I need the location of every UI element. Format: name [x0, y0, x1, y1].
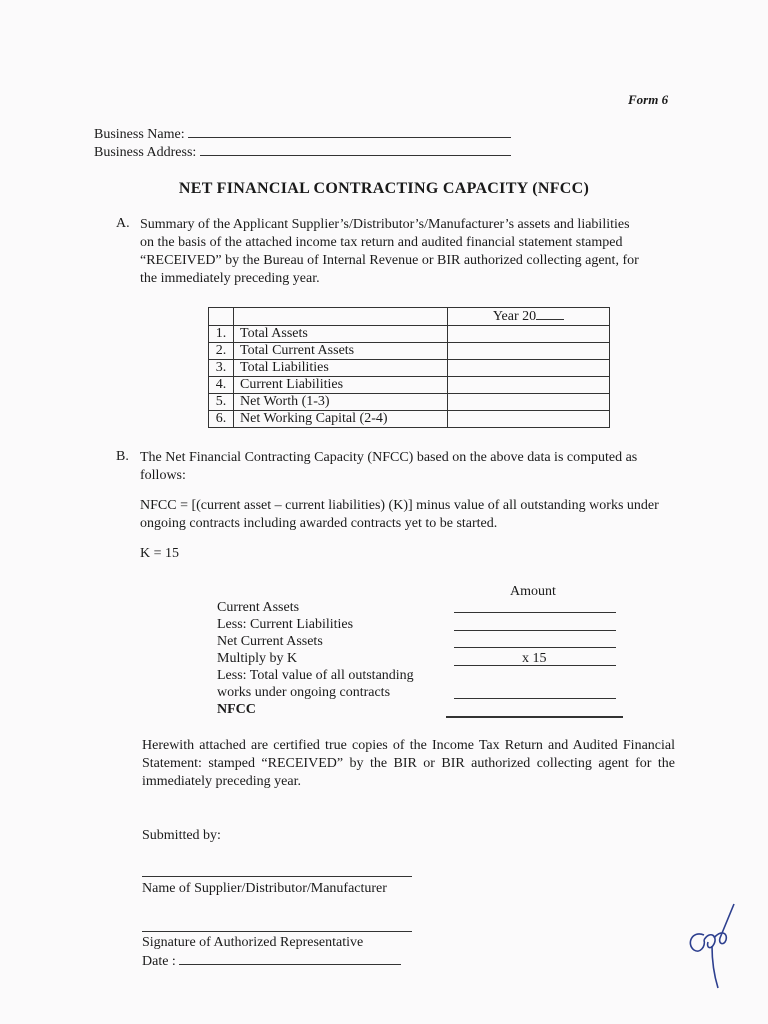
business-address-field[interactable]: [200, 143, 511, 156]
form-number: Form 6: [628, 92, 669, 107]
table-header-year[interactable]: [448, 308, 610, 326]
business-address-label: Business Address:: [94, 145, 197, 160]
calc-nfcc: NFCC: [217, 702, 256, 717]
calc-net-current-assets: Net Current Assets: [217, 634, 323, 649]
k-value: K = 15: [140, 546, 180, 561]
amount-net-current-assets-field[interactable]: [454, 647, 616, 648]
year-suffix-field[interactable]: [536, 308, 564, 320]
amount-nfcc-field[interactable]: [446, 716, 623, 718]
section-a-letter: A.: [116, 216, 130, 231]
row-number: 3.: [209, 360, 234, 377]
row-value-cell[interactable]: [448, 326, 610, 343]
date-field[interactable]: [179, 952, 401, 965]
nfcc-formula: NFCC = [(current asset – current liabilities) (K)] minus value of all outstanding works under ongoing contracts including awarded contracts yet to be started.: [140, 498, 659, 531]
year-header-text: Year 20: [492, 309, 537, 324]
row-value-cell[interactable]: [448, 377, 610, 394]
business-name-field[interactable]: [188, 125, 511, 138]
date-row: [142, 952, 401, 970]
table-header-label: [234, 308, 448, 326]
calc-ongoing-contracts: works under ongoing contracts: [217, 685, 391, 700]
row-label: Total Liabilities: [234, 360, 448, 377]
supplier-name-caption: Name of Supplier/Distributor/Manufacturer: [142, 881, 387, 896]
row-label: Total Current Assets: [234, 343, 448, 360]
handwritten-initials-icon: [684, 900, 744, 992]
row-label: Current Liabilities: [234, 377, 448, 394]
calc-multiply-by-k: Multiply by K: [217, 651, 298, 666]
row-value-cell[interactable]: [448, 411, 610, 428]
row-label: Net Worth (1-3): [234, 394, 448, 411]
amount-current-assets-field[interactable]: [454, 612, 616, 613]
row-label: Total Assets: [234, 326, 448, 343]
row-value-cell[interactable]: [448, 360, 610, 377]
table-header-row: [209, 308, 610, 326]
section-b-text: The Net Financial Contracting Capacity (NFCC) based on the above data is computed as follows:: [140, 450, 638, 483]
row-number: 2.: [209, 343, 234, 360]
amount-outstanding-field[interactable]: [454, 698, 616, 699]
table-row: [209, 411, 610, 428]
business-name-row: [94, 125, 511, 143]
table-row: [209, 394, 610, 411]
date-label: Date :: [142, 954, 176, 969]
section-a-text: Summary of the Applicant Supplier’s/Distributor’s/Manufacturer’s assets and liabilities on the basis of the attached income tax return and audited financial statement stamped “RECEIVED” by the Bureau of Internal Revenue or BIR authorized collecting agent, for the immediately preceding year.: [140, 217, 639, 286]
table-header-num: [209, 308, 234, 326]
amount-header: Amount: [510, 584, 556, 599]
row-label: Net Working Capital (2-4): [234, 411, 448, 428]
row-number: 5.: [209, 394, 234, 411]
table-row: [209, 326, 610, 343]
assets-table: [208, 307, 610, 428]
table-row: [209, 343, 610, 360]
row-value-cell[interactable]: [448, 343, 610, 360]
calc-less-outstanding: Less: Total value of all outstanding: [217, 668, 414, 683]
supplier-name-field[interactable]: [142, 876, 412, 877]
table-row: [209, 360, 610, 377]
multiplier-value: x 15: [522, 651, 547, 666]
calc-current-assets: Current Assets: [217, 600, 300, 615]
business-address-row: [94, 143, 511, 161]
signature-caption: Signature of Authorized Representative: [142, 935, 364, 950]
table-row: [209, 377, 610, 394]
row-number: 4.: [209, 377, 234, 394]
row-number: 1.: [209, 326, 234, 343]
page-title: NET FINANCIAL CONTRACTING CAPACITY (NFCC): [178, 180, 590, 197]
signature-field[interactable]: [142, 931, 412, 932]
amount-multiply-field[interactable]: [454, 665, 616, 666]
business-name-label: Business Name:: [94, 127, 185, 142]
amount-current-liabilities-field[interactable]: [454, 630, 616, 631]
calc-less-current-liabilities: Less: Current Liabilities: [217, 617, 354, 632]
attachment-note: Herewith attached are certified true copies of the Income Tax Return and Audited Financial Statement: stamped “RECEIVED” by the BIR or BIR authorized collecting agent for the immediately preceding year.: [142, 738, 675, 789]
row-value-cell[interactable]: [448, 394, 610, 411]
row-number: 6.: [209, 411, 234, 428]
submitted-by-label: Submitted by:: [142, 828, 221, 843]
section-b-letter: B.: [116, 449, 129, 464]
